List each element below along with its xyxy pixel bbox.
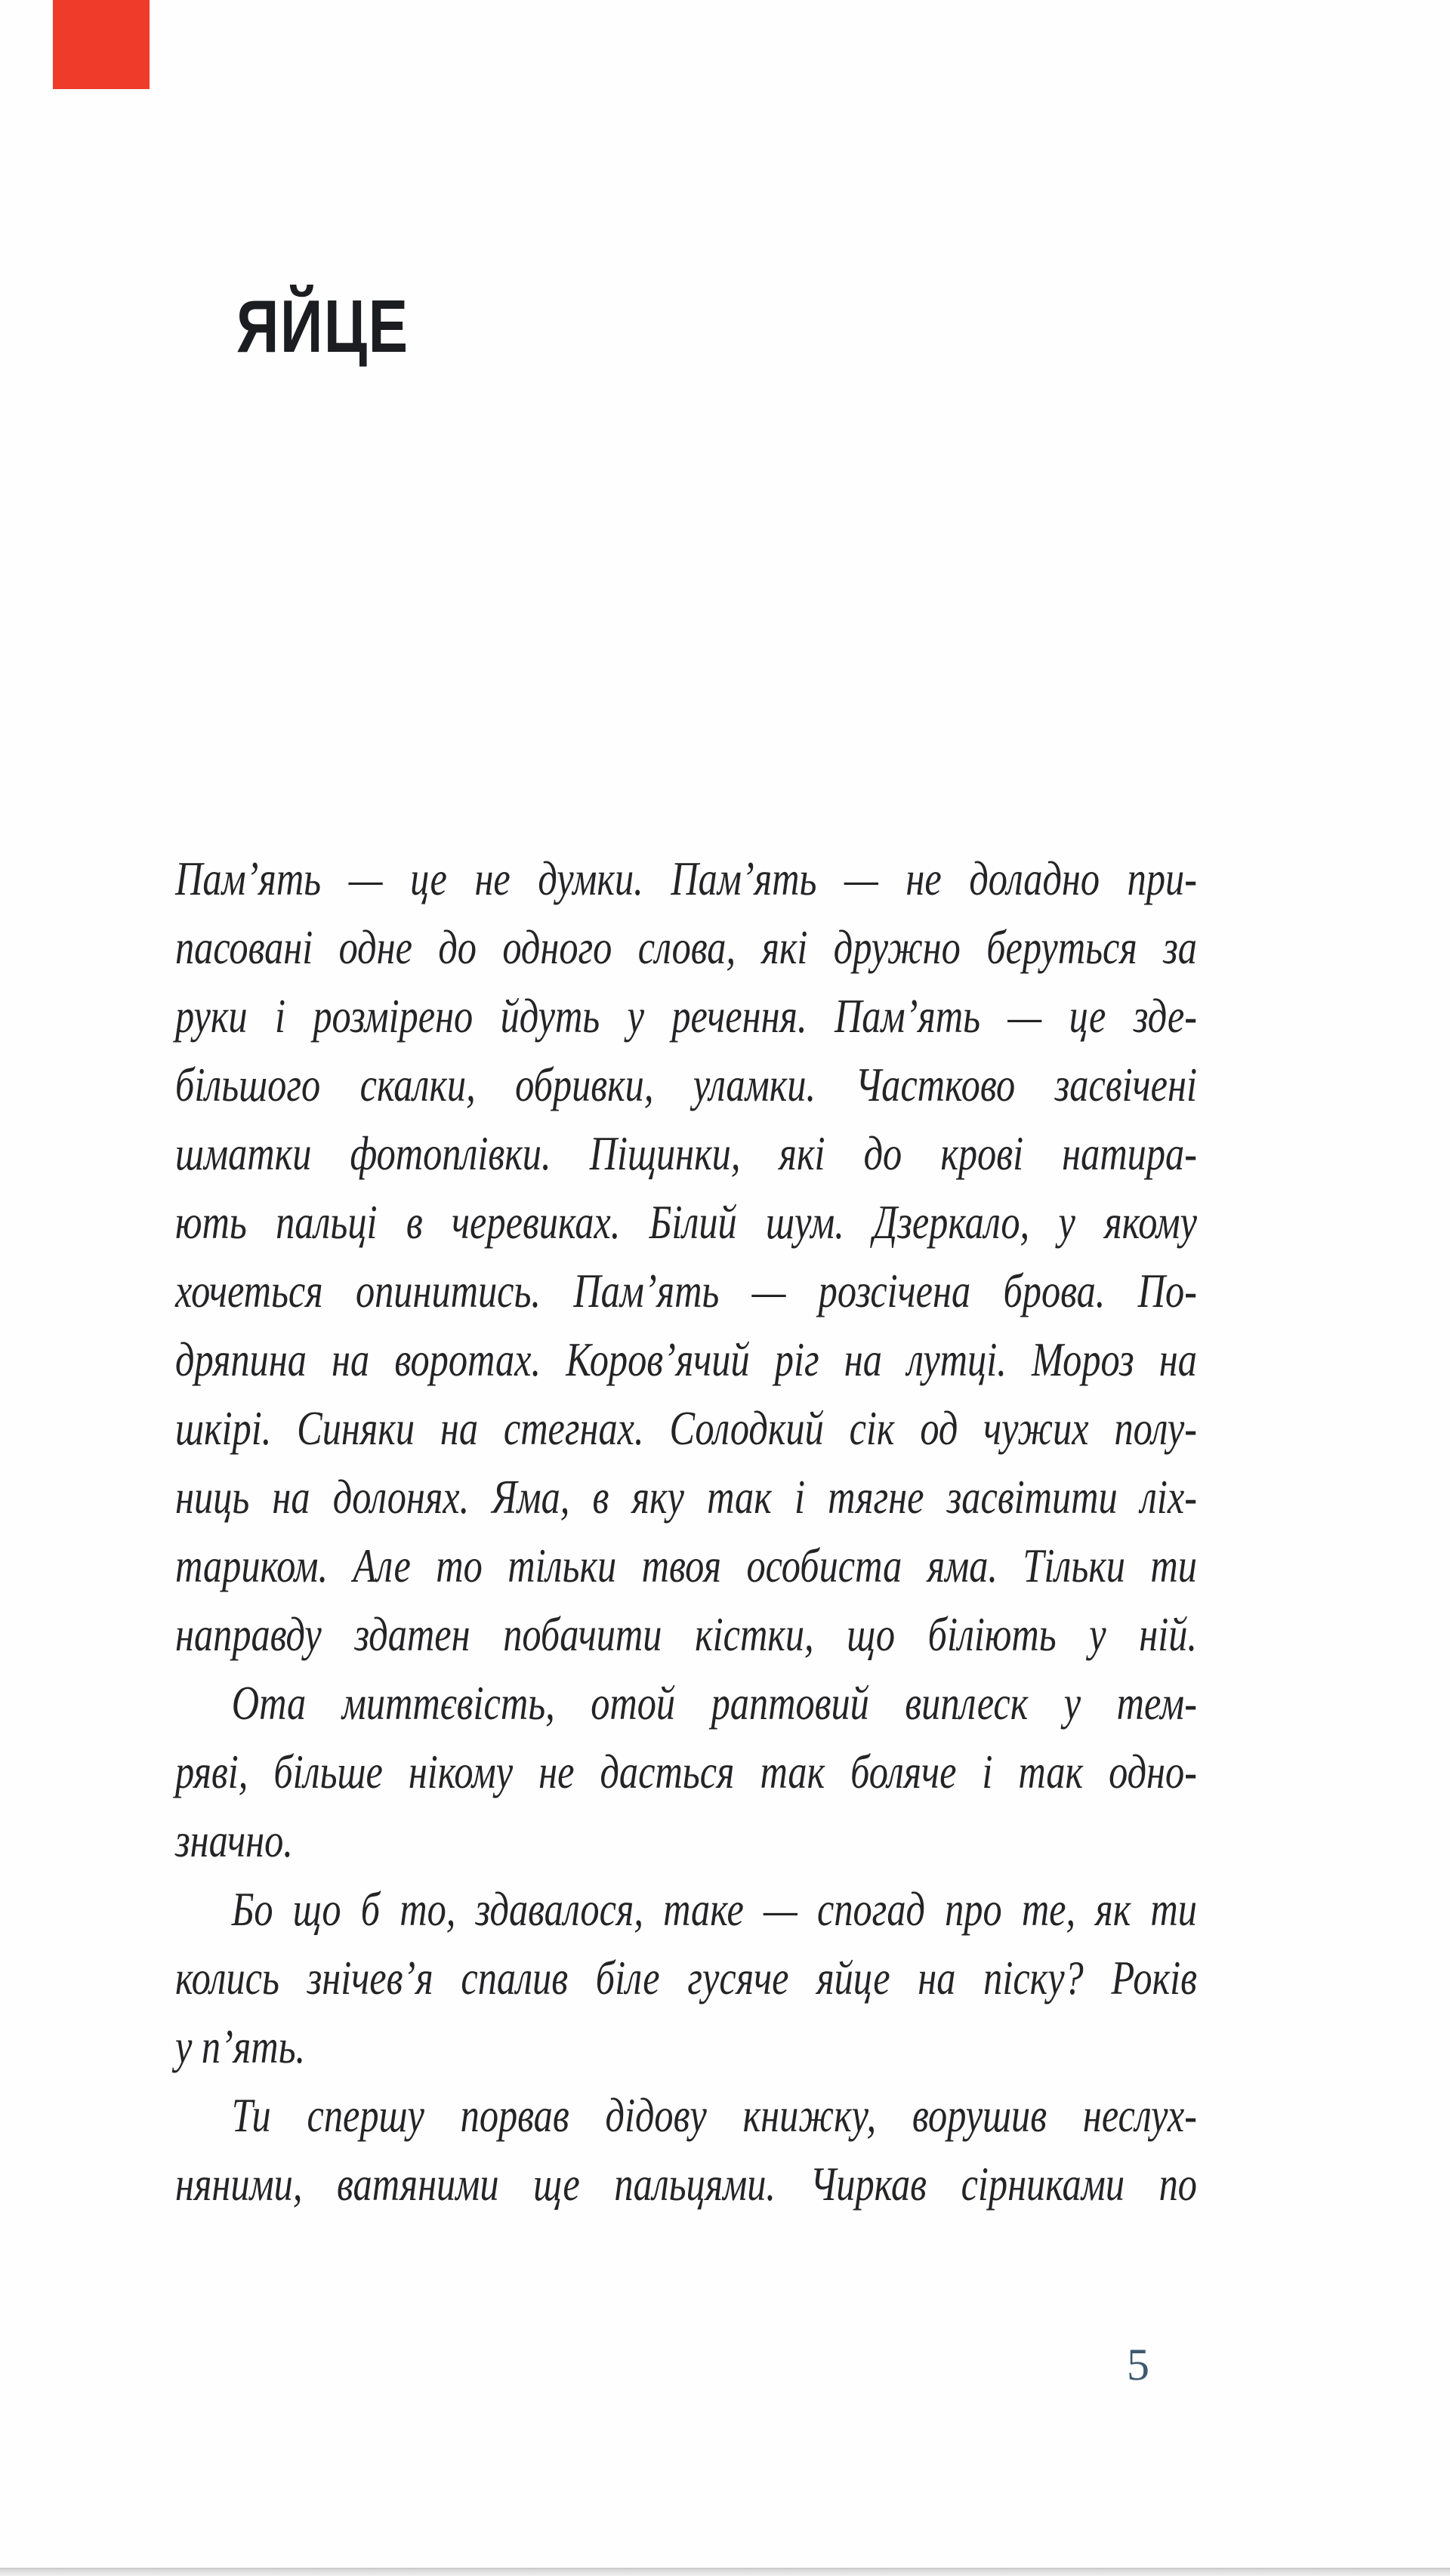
body-text <box>175 844 1197 2218</box>
text-line: значно. <box>175 1813 293 1867</box>
text-line: більшого скалки, обривки, уламки. Частково засвічені <box>175 1058 1197 1111</box>
red-bookmark <box>53 0 150 89</box>
text-line: тариком. Але то тільки твоя особиста яма. Тільки ти <box>175 1539 1197 1592</box>
text-line: ряві, більше нікому не дасться так боляче і так одно- <box>175 1745 1197 1798</box>
page-number: 5 <box>1127 2340 1149 2390</box>
text-line: руки і розмірено йдуть у речення. Пам’ять — це зде- <box>175 989 1197 1043</box>
text-line: няними, ватяними ще пальцями. Чиркав сірниками по <box>175 2157 1197 2211</box>
page-bottom-edge <box>0 2568 1450 2576</box>
text-line: Пам’ять — це не думки. Пам’ять — не доладно при- <box>175 852 1197 905</box>
text-line: Ти спершу порвав дідову книжку, ворушив неслух- <box>231 2088 1197 2142</box>
text-line: пасовані одне до одного слова, які дружно беруться за <box>175 920 1197 974</box>
text-line: Ота миттєвість, отой раптовий виплеск у тем- <box>231 1676 1197 1730</box>
text-line: Бо що б то, здавалося, таке — спогад про те, як ти <box>231 1882 1197 1936</box>
text-line: дряпина на воротах. Коров’ячий ріг на лутці. Мороз на <box>175 1333 1197 1386</box>
text-line: ниць на долонях. Яма, в яку так і тягне засвітити ліх- <box>175 1470 1197 1524</box>
text-line: направду здатен побачити кістки, що біліють у ній. <box>175 1607 1197 1661</box>
text-line: хочеться опинитись. Пам’ять — розсічена брова. По- <box>175 1264 1197 1317</box>
text-line: колись знічев’я спалив біле гусяче яйце на піску? Років <box>175 1951 1197 2004</box>
text-line: шматки фотоплівки. Піщинки, які до крові натира- <box>175 1126 1197 1180</box>
chapter-title: ЯЙЦЕ <box>236 285 409 368</box>
text-line: ють пальці в черевиках. Білий шум. Дзеркало, у якому <box>175 1195 1197 1249</box>
text-line: у п’ять. <box>175 2020 306 2073</box>
text-line: шкірі. Синяки на стегнах. Солодкий сік од чужих полу- <box>175 1401 1197 1455</box>
